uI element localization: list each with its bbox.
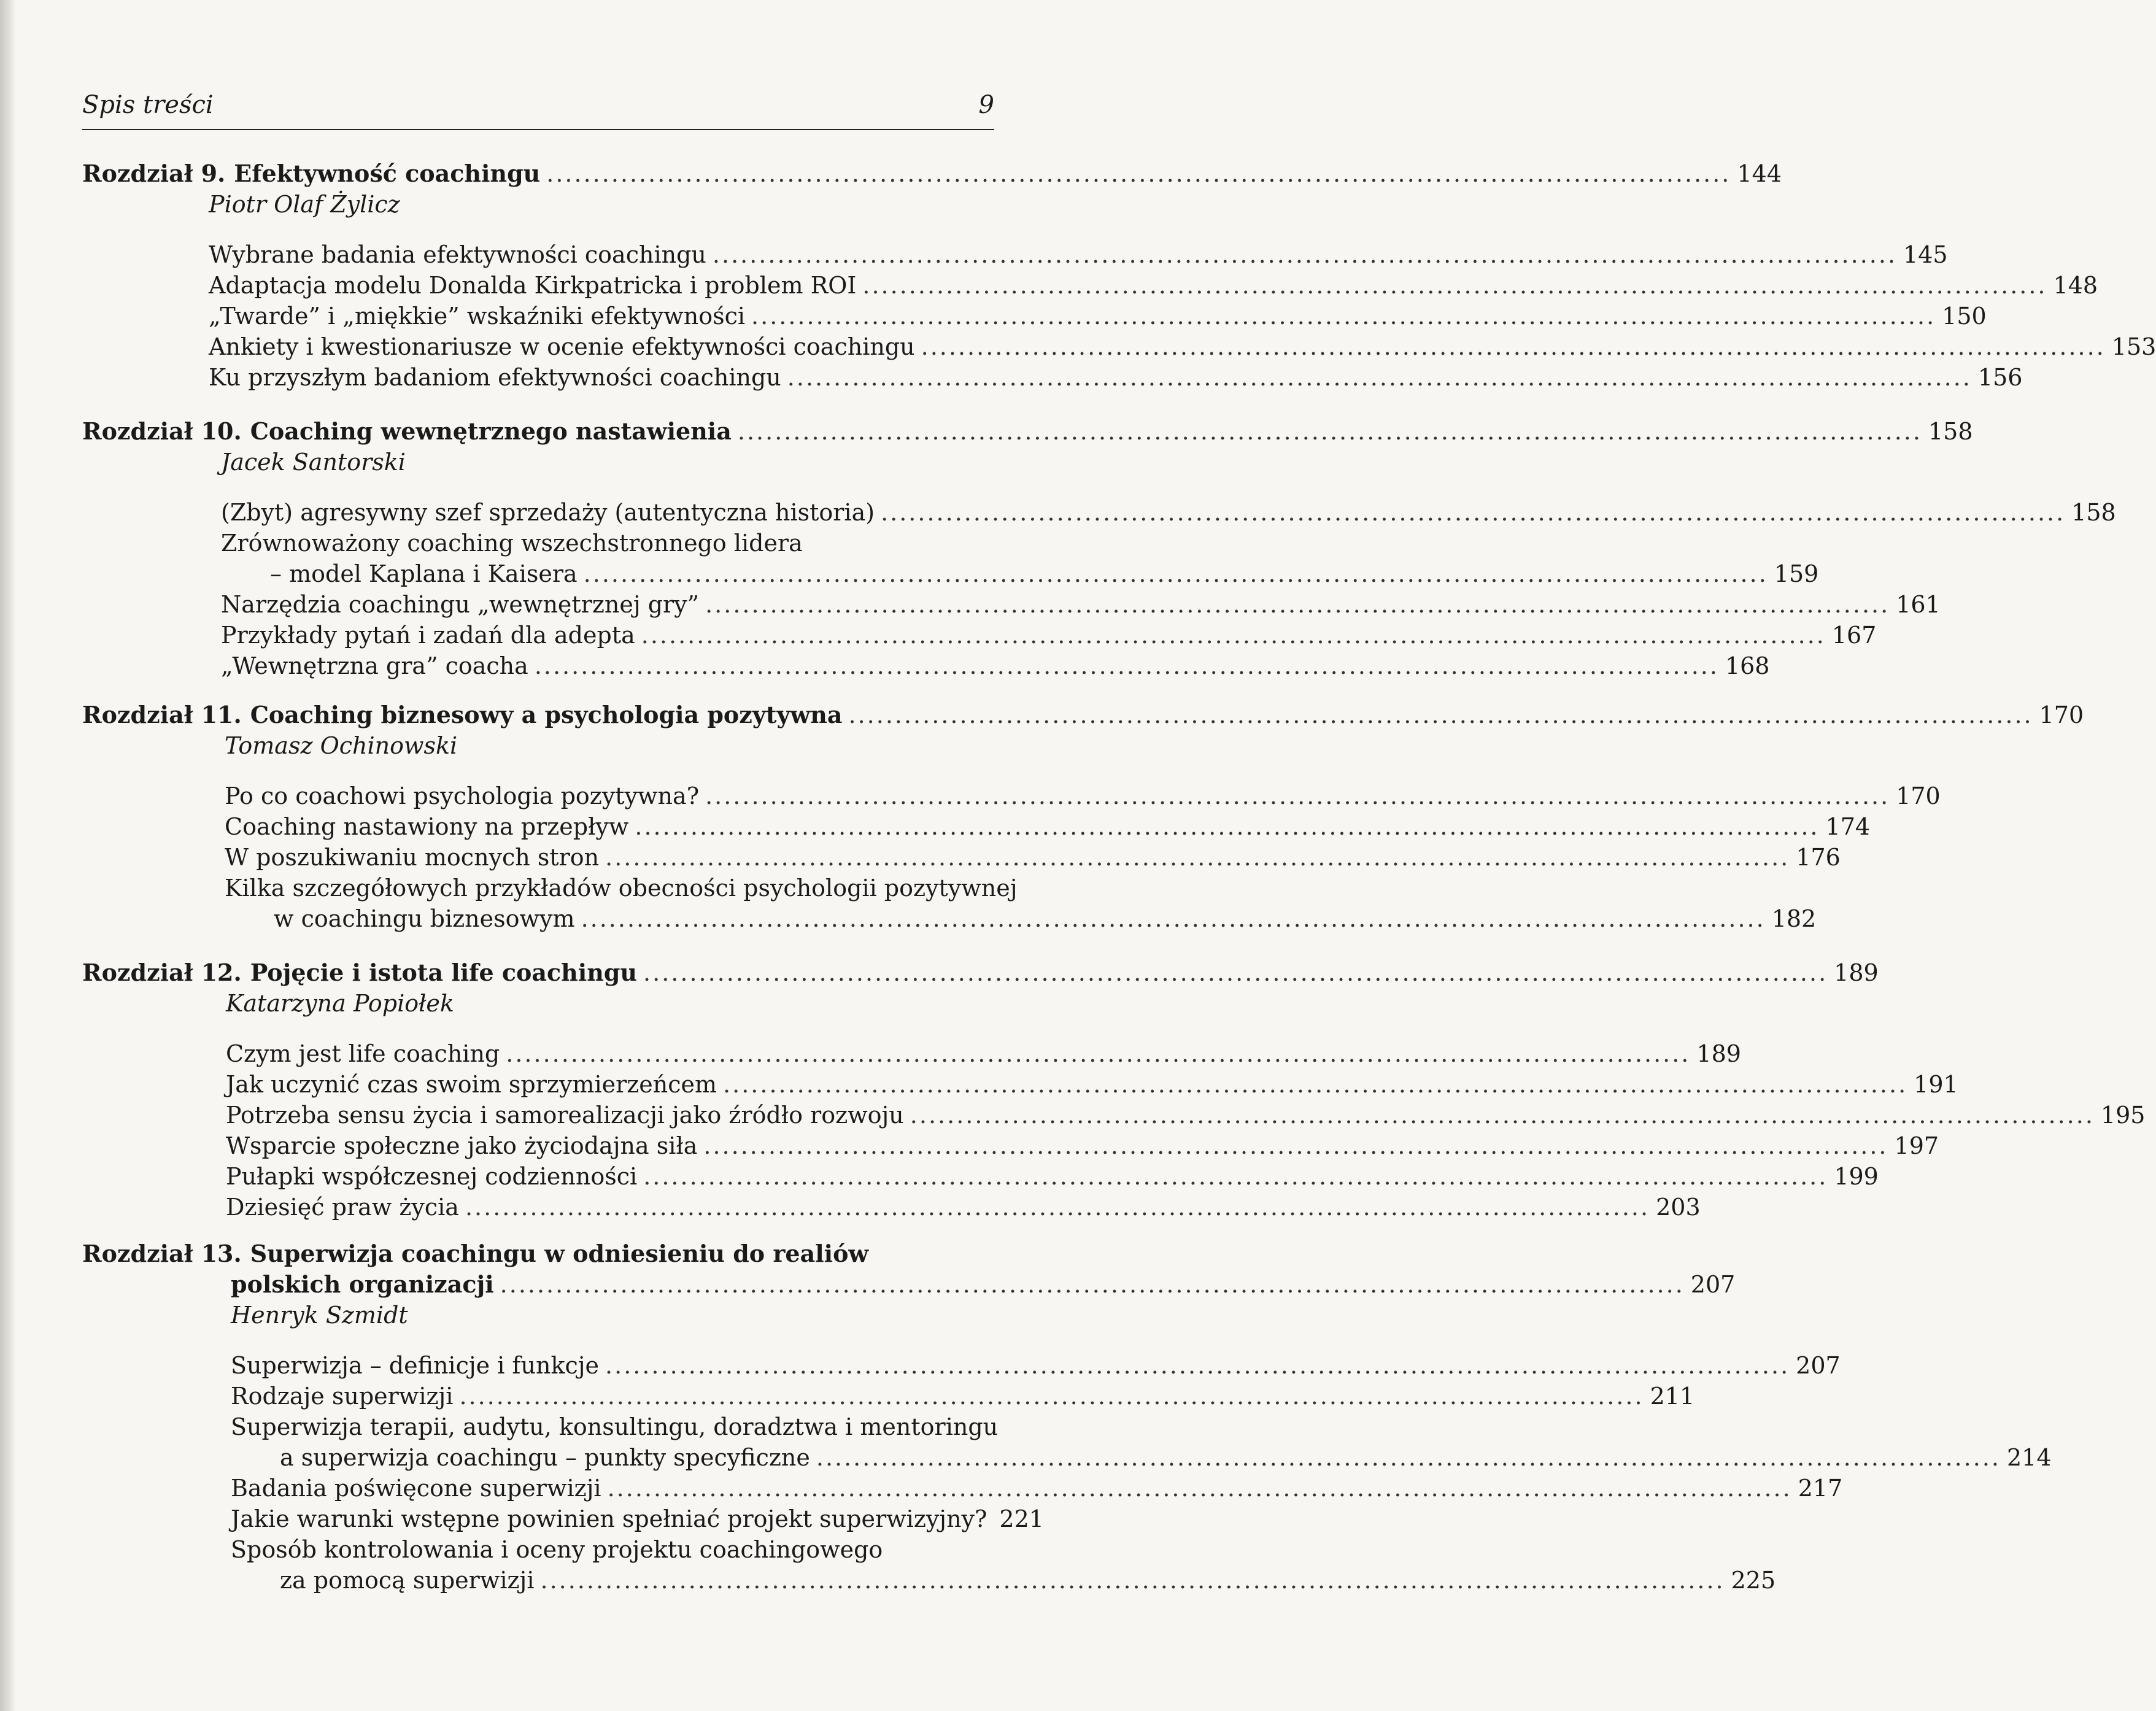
- toc-entry-page: 159: [1774, 560, 1819, 587]
- toc-entry-page: 158: [2071, 499, 2116, 526]
- chapter-number: Rozdział 12.: [82, 959, 242, 986]
- chapter-title: Coaching wewnętrznego nastawienia: [250, 417, 732, 445]
- toc-entry-page: 197: [1894, 1132, 1939, 1159]
- leader-dots: ................................................................................................................................: [881, 499, 2066, 526]
- leader-dots: ................................................................................................................................: [641, 622, 1826, 649]
- toc-entry-page: 156: [1977, 364, 2023, 391]
- chapter-page: 144: [1737, 160, 1782, 187]
- toc-entry-page: 174: [1825, 813, 1871, 840]
- chapter-9: [82, 158, 2156, 393]
- leader-dots: ................................................................................................................................: [751, 303, 1936, 330]
- leader-dots: ................................................................................................................................: [723, 1071, 1908, 1098]
- toc-entry-title: Potrzeba sensu życia i samorealizacji jako źródło rozwoju: [226, 1102, 904, 1129]
- toc-entry-title-line1: Superwizja terapii, audytu, konsultingu, doradztwa i mentoringu: [231, 1413, 999, 1440]
- toc-entry-title-line2: za pomocą superwizji: [280, 1567, 535, 1594]
- chapter-title: Coaching biznesowy a psychologia pozytywna: [250, 701, 843, 728]
- leader-dots: ................................................................................................................................: [459, 1383, 1644, 1410]
- toc-entry-page: 148: [2053, 272, 2098, 299]
- toc-entry-page: 182: [1771, 905, 1817, 932]
- toc-entry-page: 211: [1650, 1383, 1695, 1410]
- toc-entry: [225, 903, 1817, 934]
- toc-entry-title: Coaching nastawiony na przepływ: [225, 813, 629, 840]
- toc-entry: [221, 558, 1819, 589]
- chapter-10: [82, 416, 2116, 681]
- running-header-title: Spis treści: [82, 91, 214, 119]
- toc-entry: [225, 781, 1941, 811]
- toc-entry-title: Wybrane badania efektywności coachingu: [209, 241, 706, 268]
- leader-dots: ................................................................................................................................: [635, 813, 1820, 840]
- toc-entry: [209, 301, 1987, 331]
- leader-dots: ................................................................................................................................: [500, 1271, 1685, 1298]
- toc-entry-title: Pułapki współczesnej codzienności: [226, 1163, 638, 1190]
- toc-entry-title: Superwizja – definicje i funkcje: [231, 1352, 600, 1379]
- leader-dots: ................................................................................................................................: [534, 652, 1719, 679]
- toc-entry-page: 191: [1914, 1071, 1958, 1098]
- toc-entry-page: 214: [2006, 1444, 2052, 1471]
- chapter-number: Rozdział 11.: [82, 701, 242, 728]
- chapter-author: Piotr Olaf Żylicz: [209, 191, 400, 218]
- toc-entry: [221, 589, 1941, 620]
- chapter-title-line2: polskich organizacji: [231, 1270, 494, 1298]
- chapter-heading-line2: [231, 1269, 1736, 1300]
- toc-entry-page: 167: [1831, 622, 1877, 649]
- leader-dots: ................................................................................................................................: [862, 272, 2047, 299]
- chapter-number: Rozdział 10.: [82, 417, 242, 445]
- toc-entry-title: „Wewnętrzna gra” coacha: [221, 652, 528, 679]
- toc-entry-title-line2: a superwizja coachingu – punkty specyficzne: [280, 1444, 810, 1471]
- leader-dots: ................................................................................................................................: [605, 844, 1790, 871]
- chapter-page: 207: [1690, 1271, 1736, 1298]
- toc-entry-title: Ankiety i kwestionariusze w ocenie efektywności coachingu: [209, 333, 915, 360]
- toc-entry-page: 150: [1942, 303, 1987, 330]
- toc-entry-page: 221: [999, 1505, 1044, 1532]
- toc-entry-title: Przykłady pytań i zadań dla adepta: [221, 622, 635, 649]
- chapter-heading: [82, 416, 1973, 447]
- toc-entry-title: „Twarde” i „miękkie” wskaźniki efektywności: [209, 303, 746, 330]
- chapter-author: Katarzyna Popiołek: [226, 990, 454, 1017]
- toc-entry-title: Dziesięć praw życia: [226, 1194, 459, 1221]
- leader-dots: ................................................................................................................................: [705, 782, 1890, 809]
- toc-entry: [226, 1038, 1741, 1069]
- toc-entry: [221, 497, 2116, 528]
- running-header: [82, 87, 994, 130]
- toc-entry: [226, 1100, 2146, 1130]
- toc-entry: [231, 1565, 1776, 1596]
- chapter-13: [82, 1238, 2052, 1596]
- toc-entry: [231, 1350, 1841, 1381]
- leader-dots: ................................................................................................................................: [921, 333, 2106, 360]
- chapter-title: Pojęcie i istota life coachingu: [250, 959, 638, 986]
- chapter-12: [82, 957, 2146, 1222]
- section-list: [226, 1038, 2146, 1222]
- section-list: [209, 239, 2156, 393]
- leader-dots: ................................................................................................................................: [583, 560, 1768, 587]
- toc-entry-page: 217: [1798, 1475, 1843, 1502]
- leader-dots: ................................................................................................................................: [581, 905, 1766, 932]
- toc-entry-title: Czym jest life coaching: [226, 1040, 500, 1067]
- chapter-number: Rozdział 13.: [82, 1240, 242, 1267]
- chapter-author: Henryk Szmidt: [231, 1302, 408, 1329]
- toc-entry-title-line1: Zrównoważony coaching wszechstronnego lidera: [221, 530, 803, 557]
- chapter-page: 158: [1928, 418, 1973, 445]
- leader-dots: ................................................................................................................................: [643, 1163, 1828, 1190]
- chapter-author: Jacek Santorski: [221, 449, 406, 476]
- leader-dots: ................................................................................................................................: [816, 1444, 2001, 1471]
- toc-entry: [226, 1161, 1879, 1192]
- leader-dots: ................................................................................................................................: [848, 701, 2033, 728]
- toc-entry-page: 199: [1834, 1163, 1879, 1190]
- leader-dots: ................................................................................................................................: [910, 1102, 2095, 1129]
- toc-entry-title: Adaptacja modelu Donalda Kirkpatricka i problem ROI: [209, 272, 857, 299]
- chapter-11: [82, 700, 2084, 934]
- toc-entry-title: (Zbyt) agresywny szef sprzedaży (autentyczna historia): [221, 499, 875, 526]
- toc-entry: [226, 1130, 1939, 1161]
- toc-entry-title: Narzędzia coachingu „wewnętrznej gry”: [221, 591, 700, 618]
- toc-entry: [231, 1473, 1843, 1504]
- toc-entry: [221, 620, 1877, 651]
- toc-entry: [225, 842, 1841, 873]
- toc-entry: [209, 331, 2156, 362]
- section-list: [225, 781, 1941, 934]
- leader-dots: ................................................................................................................................: [506, 1040, 1691, 1067]
- toc-entry: [226, 1069, 1958, 1100]
- leader-dots: ................................................................................................................................: [605, 1352, 1790, 1379]
- section-list: [221, 497, 2116, 681]
- page-spine-shadow: [0, 0, 16, 1711]
- toc-entry-title-line2: w coachingu biznesowym: [274, 905, 575, 932]
- toc-entry: [231, 1442, 2052, 1473]
- toc-entry-page: 170: [1896, 782, 1941, 809]
- toc-entry-page: 145: [1903, 241, 1948, 268]
- toc-entry: [231, 1504, 1044, 1534]
- toc-entry-title: Rodzaje superwizji: [231, 1383, 454, 1410]
- chapter-title-line1: Superwizja coachingu w odniesieniu do realiów: [250, 1240, 869, 1267]
- toc-entry: [209, 270, 2098, 301]
- toc-entry-title: Jakie warunki wstępne powinien spełniać projekt superwizyjny?: [231, 1505, 987, 1532]
- toc-entry-title: Badania poświęcone superwizji: [231, 1475, 601, 1502]
- toc-entry-title-line2: – model Kaplana i Kaisera: [270, 560, 578, 587]
- toc-entry-title: Jak uczynić czas swoim sprzymierzeńcem: [226, 1071, 717, 1098]
- toc-entry-page: 225: [1731, 1567, 1776, 1594]
- page-number: 9: [978, 91, 994, 119]
- leader-dots: ................................................................................................................................: [712, 241, 1898, 268]
- leader-dots: ................................................................................................................................: [465, 1194, 1650, 1221]
- chapter-page: 189: [1834, 959, 1879, 986]
- toc-entry-title: Ku przyszłym badaniom efektywności coachingu: [209, 364, 781, 391]
- leader-dots: ................................................................................................................................: [737, 418, 1922, 445]
- leader-dots: ................................................................................................................................: [607, 1475, 1792, 1502]
- toc-entry-page: 207: [1796, 1352, 1841, 1379]
- toc-entry-page: 189: [1696, 1040, 1741, 1067]
- toc-entry: [231, 1381, 1695, 1412]
- toc-entry-page: 168: [1725, 652, 1770, 679]
- toc-entry: [221, 651, 1770, 681]
- chapter-title: Efektywność coachingu: [234, 160, 541, 187]
- leader-dots: ................................................................................................................................: [703, 1132, 1888, 1159]
- toc-entry-page: 161: [1896, 591, 1941, 618]
- chapter-heading: [82, 700, 2084, 730]
- toc-entry-page: 203: [1656, 1194, 1701, 1221]
- toc-entry-title-line1: Kilka szczegółowych przykładów obecności psychologii pozytywnej: [225, 875, 1018, 902]
- toc-entry: [209, 362, 2023, 393]
- toc-entry-page: 153: [2111, 333, 2156, 360]
- toc-entry-title: W poszukiwaniu mocnych stron: [225, 844, 600, 871]
- leader-dots: ................................................................................................................................: [546, 160, 1731, 187]
- leader-dots: ................................................................................................................................: [705, 591, 1890, 618]
- chapter-heading: [82, 158, 1782, 189]
- toc-entry: [209, 239, 1948, 270]
- toc-entry-page: 176: [1796, 844, 1841, 871]
- leader-dots: ................................................................................................................................: [540, 1567, 1725, 1594]
- chapter-heading: [82, 1238, 1000, 1269]
- chapter-heading: [82, 957, 1879, 988]
- toc-entry-page: 195: [2100, 1102, 2146, 1129]
- toc-entry-title: Wsparcie społeczne jako życiodajna siła: [226, 1132, 698, 1159]
- toc-entry-title-line1: Sposób kontrolowania i oceny projektu coachingowego: [231, 1536, 883, 1563]
- leader-dots: ................................................................................................................................: [787, 364, 1972, 391]
- section-list: [231, 1350, 2052, 1596]
- chapter-author: Tomasz Ochinowski: [225, 732, 458, 759]
- toc-entry: [225, 811, 1871, 842]
- chapter-number: Rozdział 9.: [82, 160, 226, 187]
- toc-entry: [226, 1192, 1701, 1222]
- chapter-page: 170: [2039, 701, 2084, 728]
- toc-entry-title: Po co coachowi psychologia pozytywna?: [225, 782, 700, 809]
- leader-dots: ................................................................................................................................: [643, 959, 1828, 986]
